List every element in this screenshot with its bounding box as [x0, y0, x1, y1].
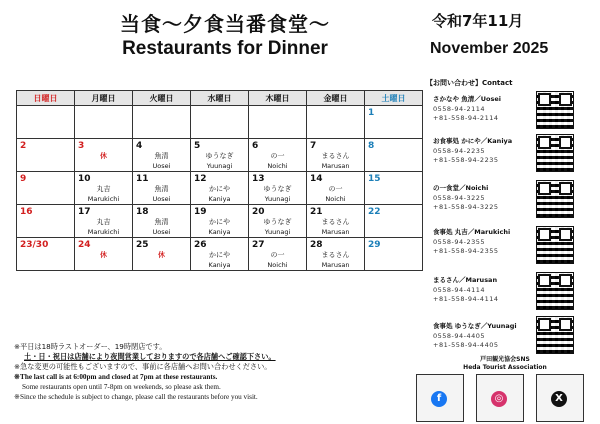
day-number: 20 — [252, 207, 265, 217]
day-number: 5 — [194, 141, 201, 151]
restaurant-en: Noichi — [267, 261, 288, 269]
day-cell — [17, 205, 75, 238]
day-cell — [365, 238, 423, 271]
month-en: November 2025 — [430, 40, 549, 57]
calendar-table — [16, 90, 423, 271]
restaurant-jp: かにや — [209, 218, 230, 226]
qr-code-icon — [536, 272, 574, 310]
weekday-wed: 水曜日 — [191, 91, 249, 106]
contact-tel-intl: +81-558-94-3225 — [433, 203, 499, 211]
contact-tel: 0558-94-2355 — [433, 237, 486, 246]
weekday-thu: 木曜日 — [249, 91, 307, 106]
qr-code-icon — [536, 91, 574, 129]
closed-label: 休 — [100, 251, 107, 259]
day-cell — [75, 106, 133, 139]
day-cell — [249, 205, 307, 238]
association-en: Heda Tourist Association — [463, 364, 547, 371]
day-cell — [365, 139, 423, 172]
contact-heading: 【お問い合わせ】Contact — [426, 79, 513, 87]
association-jp: 戸田観光協会SNS — [480, 356, 530, 363]
qr-code-icon — [536, 316, 574, 354]
day-number: 15 — [368, 174, 381, 184]
restaurant-jp: の一 — [270, 152, 285, 160]
qr-code-icon — [536, 134, 574, 172]
instagram-icon: ◎ — [491, 391, 507, 407]
day-cell — [17, 172, 75, 205]
day-cell — [249, 172, 307, 205]
qr-code-icon — [536, 226, 574, 264]
restaurant-en: Noichi — [267, 162, 288, 170]
contact-tel-intl: +81-558-94-2355 — [433, 247, 499, 255]
facebook-qr — [416, 374, 464, 422]
weekday-tue: 火曜日 — [133, 91, 191, 106]
day-cell — [133, 238, 191, 271]
contact-tel-intl: +81-558-94-2235 — [433, 156, 499, 164]
day-cell — [365, 205, 423, 238]
restaurant-jp: 丸吉 — [96, 185, 111, 193]
day-number: 16 — [20, 207, 33, 217]
closed-label: 休 — [100, 152, 107, 160]
day-cell — [307, 205, 365, 238]
day-cell — [249, 238, 307, 271]
calendar-week — [17, 238, 423, 271]
day-cell — [307, 238, 365, 271]
day-number: 26 — [194, 240, 207, 250]
weekday-sun: 日曜日 — [17, 91, 75, 106]
day-number: 21 — [310, 207, 323, 217]
contact-tel-intl: +81-558-94-2114 — [433, 114, 499, 122]
contact-name: まるさん／Marusan — [433, 276, 498, 284]
contact-entry — [433, 322, 528, 351]
day-cell — [249, 139, 307, 172]
day-number: 23/30 — [20, 240, 49, 250]
restaurant-en: Uosei — [152, 228, 171, 236]
day-cell — [75, 238, 133, 271]
contact-tel: 0558-94-4114 — [433, 285, 486, 294]
day-cell — [307, 172, 365, 205]
restaurant-en: Marusan — [321, 162, 350, 170]
restaurant-en: Kaniya — [208, 195, 231, 203]
day-cell — [75, 139, 133, 172]
day-cell — [133, 139, 191, 172]
restaurant-jp: の一 — [270, 251, 285, 259]
day-number: 1 — [368, 108, 375, 118]
restaurant-jp: 魚清 — [154, 218, 169, 226]
restaurant-jp: 丸吉 — [96, 218, 111, 226]
day-number: 18 — [136, 207, 149, 217]
day-number: 4 — [136, 141, 143, 151]
day-cell — [75, 172, 133, 205]
note-line: Some restaurants open until 7-8pm on weekends, so please ask them. — [22, 383, 221, 391]
day-cell — [133, 106, 191, 139]
calendar-week — [17, 106, 423, 139]
day-cell — [191, 172, 249, 205]
restaurant-en: Marusan — [321, 228, 350, 236]
day-number: 19 — [194, 207, 207, 217]
sns-qr — [536, 374, 584, 422]
day-cell — [17, 238, 75, 271]
restaurant-en: Marusan — [321, 261, 350, 269]
contact-name: お食事処 かにや／Kaniya — [433, 137, 513, 145]
contact-tel: 0558-94-3225 — [433, 193, 486, 202]
day-number: 17 — [78, 207, 91, 217]
restaurant-en: Kaniya — [208, 228, 231, 236]
day-cell — [307, 139, 365, 172]
day-cell — [17, 106, 75, 139]
restaurant-jp: かにや — [209, 251, 230, 259]
calendar-week — [17, 172, 423, 205]
day-cell — [133, 172, 191, 205]
day-cell — [191, 205, 249, 238]
restaurant-en: Marukichi — [87, 228, 120, 236]
contact-name: の一食堂／Noichi — [433, 184, 489, 192]
day-number: 9 — [20, 174, 27, 184]
restaurant-jp: まるさん — [321, 218, 350, 226]
day-cell — [75, 205, 133, 238]
day-number: 11 — [136, 174, 149, 184]
day-number: 3 — [78, 141, 85, 151]
contact-entry — [433, 228, 528, 257]
day-cell — [17, 139, 75, 172]
note-line: ※Since the schedule is subject to change, please call the restaurants before you visit. — [14, 393, 258, 401]
day-number: 2 — [20, 141, 27, 151]
contact-name: さかなや 魚清／Uosei — [433, 95, 502, 103]
day-number: 6 — [252, 141, 259, 151]
restaurant-jp: 魚清 — [154, 185, 169, 193]
restaurant-en: Yuunagi — [264, 195, 291, 203]
restaurant-en: Yuunagi — [264, 228, 291, 236]
day-number: 7 — [310, 141, 317, 151]
page-title-en: Restaurants for Dinner — [122, 38, 328, 59]
restaurant-jp: まるさん — [321, 251, 350, 259]
contact-entry — [433, 95, 528, 124]
weekday-sat: 土曜日 — [365, 91, 423, 106]
restaurant-en: Uosei — [152, 162, 171, 170]
day-number: 29 — [368, 240, 381, 250]
contact-tel-intl: +81-558-94-4405 — [433, 341, 499, 349]
day-cell — [249, 106, 307, 139]
day-number: 24 — [78, 240, 91, 250]
restaurant-jp: ゆうなぎ — [263, 185, 292, 193]
instagram-qr — [476, 374, 524, 422]
day-number: 14 — [310, 174, 323, 184]
contact-name: 食事処 ゆうなぎ／Yuunagi — [433, 322, 517, 330]
contact-entry — [433, 137, 528, 166]
restaurant-jp: まるさん — [321, 152, 350, 160]
note-line: ※平日は18時ラストオーダー、19時閉店です。 — [14, 342, 167, 351]
facebook-icon: f — [431, 391, 447, 407]
note-line: 土・日・祝日は店舗により夜間営業しておりますので各店舗へご確認下さい。 — [24, 352, 276, 361]
x-icon: X — [551, 391, 567, 407]
weekday-mon: 月曜日 — [75, 91, 133, 106]
day-number: 10 — [78, 174, 91, 184]
restaurant-jp: ゆうなぎ — [263, 218, 292, 226]
restaurant-en: Kaniya — [208, 261, 231, 269]
note-line: ※急な変更の可能性もございますので、事前に各店舗へお問い合わせください。 — [14, 362, 272, 371]
day-number: 28 — [310, 240, 323, 250]
contact-tel: 0558-94-4405 — [433, 331, 486, 340]
restaurant-en: Noichi — [325, 195, 346, 203]
day-cell — [191, 139, 249, 172]
day-number: 22 — [368, 207, 381, 217]
association-label — [420, 356, 590, 372]
day-cell — [365, 172, 423, 205]
day-number: 13 — [252, 174, 265, 184]
day-number: 12 — [194, 174, 207, 184]
contact-tel-intl: +81-558-94-4114 — [433, 295, 499, 303]
notes-block — [14, 342, 424, 402]
day-number: 8 — [368, 141, 375, 151]
contact-entry — [433, 184, 528, 213]
restaurant-jp: の一 — [328, 185, 343, 193]
calendar-week — [17, 139, 423, 172]
weekday-fri: 金曜日 — [307, 91, 365, 106]
restaurant-en: Marukichi — [87, 195, 120, 203]
restaurant-jp: ゆうなぎ — [205, 152, 234, 160]
calendar-week — [17, 205, 423, 238]
day-number: 25 — [136, 240, 149, 250]
closed-label: 休 — [158, 251, 165, 259]
day-cell — [365, 106, 423, 139]
contact-name: 食事処 丸吉／Marukichi — [433, 228, 511, 236]
contact-entry — [433, 276, 528, 305]
restaurant-en: Uosei — [152, 195, 171, 203]
restaurant-jp: かにや — [209, 185, 230, 193]
day-cell — [191, 238, 249, 271]
restaurant-jp: 魚清 — [154, 152, 169, 160]
page-title-jp: 当食〜夕食当番食堂〜 — [120, 12, 330, 36]
day-number: 27 — [252, 240, 265, 250]
contact-tel: 0558-94-2235 — [433, 146, 486, 155]
restaurant-en: Yuunagi — [206, 162, 233, 170]
day-cell — [133, 205, 191, 238]
month-jp: 令和7年11月 — [432, 12, 524, 30]
day-cell — [191, 106, 249, 139]
contact-tel: 0558-94-2114 — [433, 104, 486, 113]
qr-code-icon — [536, 180, 574, 218]
day-cell — [307, 106, 365, 139]
note-line: ※The last call is at 6:00pm and closed at 7pm at these restaurants. — [14, 373, 218, 381]
